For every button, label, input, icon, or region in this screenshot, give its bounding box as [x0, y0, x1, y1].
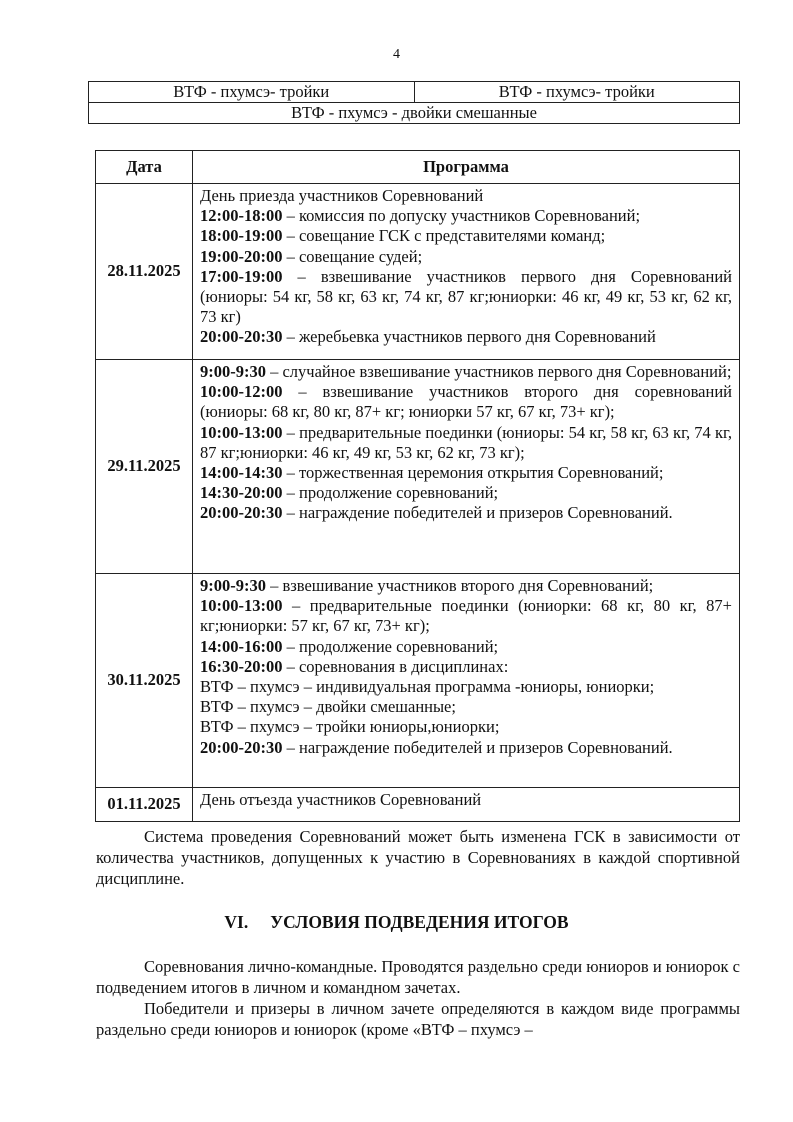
table-row	[89, 82, 740, 103]
program-item-time: 16:30-20:00	[200, 656, 283, 676]
date-cell: 29.11.2025	[96, 360, 193, 574]
program-item	[200, 226, 732, 246]
program-cell	[193, 574, 740, 788]
program-table	[95, 150, 740, 822]
program-item-time: 20:00-20:30	[200, 327, 283, 347]
date-cell: 01.11.2025	[96, 788, 193, 822]
program-item-time: 18:00-19:00	[200, 226, 283, 246]
program-item-text: ВТФ – пхумсэ – индивидуальная программа -юниоры, юниорки;	[200, 677, 655, 697]
program-item-text: День отъезда участников Соревнований	[200, 790, 482, 809]
program-item	[200, 677, 732, 697]
discipline-cell: ВТФ - пхумсэ- тройки	[89, 82, 415, 103]
program-item-time: 20:00-20:30	[200, 737, 283, 757]
table-header-row	[96, 151, 740, 184]
program-item	[200, 186, 732, 206]
program-item-time: 9:00-9:30	[200, 362, 266, 381]
program-item-time: 20:00-20:30	[200, 503, 283, 523]
program-table-body	[96, 184, 740, 822]
program-item-text: – жеребьевка участников первого дня Соревнований	[282, 327, 656, 347]
program-item-text: – предварительные поединки (юниоры: 54 кг, 58 кг, 63 кг, 74 кг, 87 кг;юниорки: 46 кг, 49 кг, 53 кг, 62 кг, 73 кг);	[200, 422, 732, 462]
date-cell: 30.11.2025	[96, 574, 193, 788]
program-item	[200, 576, 732, 596]
page-number: 4	[393, 47, 400, 62]
program-item-text: – соревнования в дисциплинах:	[282, 656, 509, 676]
program-item-text: – награждение победителей и призеров Соревнований.	[282, 737, 673, 757]
program-item-text: ВТФ – пхумсэ – тройки юниоры,юниорки;	[200, 717, 500, 737]
program-item	[200, 267, 732, 328]
program-item-text: – продолжение соревнований;	[282, 483, 499, 503]
program-item	[200, 790, 732, 810]
program-item-time: 14:00-16:00	[200, 636, 283, 656]
note-paragraph: Система проведения Соревнований может быть изменена ГСК в зависимости от количества участников, допущенных к участию в Соревнованиях в каждой спортивной дисциплине.	[96, 827, 740, 888]
section-number: VI.	[224, 912, 249, 932]
table-row	[96, 788, 740, 822]
section-paragraph: Победители и призеры в личном зачете определяются в каждом виде программы раздельно среди юниоров и юниорок (кроме «ВТФ – пхумсэ –	[96, 999, 740, 1039]
program-item	[200, 463, 732, 483]
program-item-time: 14:00-14:30	[200, 463, 283, 483]
program-cell	[193, 184, 740, 360]
program-item	[200, 206, 732, 226]
program-item-text: ВТФ – пхумсэ – двойки смешанные;	[200, 697, 456, 717]
program-item	[200, 423, 732, 463]
program-item	[200, 637, 732, 657]
program-item	[200, 596, 732, 636]
program-item-text: День приезда участников Соревнований	[200, 186, 484, 205]
disciplines-table	[88, 81, 740, 124]
program-item-time: 10:00-12:00	[200, 382, 283, 402]
program-item-text: – взвешивание участников второго дня Соревнований;	[265, 576, 654, 595]
table-row	[96, 574, 740, 788]
table-row	[96, 360, 740, 574]
program-item-text: – продолжение соревнований;	[282, 636, 499, 656]
program-item	[200, 247, 732, 267]
program-item-text: – взвешивание участников первого дня Соревнований (юниоры: 54 кг, 58 кг, 63 кг, 74 кг, 87 кг;юниорки: 46 кг, 49 кг, 53 кг, 62 кг, 73 кг)	[200, 266, 732, 327]
program-item-time: 12:00-18:00	[200, 206, 283, 226]
program-item-time: 19:00-20:00	[200, 246, 283, 266]
table-row	[89, 103, 740, 124]
program-item-text: – награждение победителей и призеров Соревнований.	[282, 503, 673, 523]
program-item-text: – комиссия по допуску участников Соревнований;	[282, 206, 641, 226]
program-cell	[193, 360, 740, 574]
program-item	[200, 483, 732, 503]
section-title-text: УСЛОВИЯ ПОДВЕДЕНИЯ ИТОГОВ	[270, 912, 569, 932]
program-item-text: – предварительные поединки (юниорки: 68 кг, 80 кг, 87+ кг;юниорки: 57 кг, 67 кг, 73+ кг);	[200, 596, 732, 636]
program-item-text: – торжественная церемония открытия Соревнований;	[282, 463, 664, 483]
section-paragraph: Соревнования лично-командные. Проводятся раздельно среди юниоров и юниорок с подведением итогов в личном и командном зачетах.	[96, 957, 741, 997]
program-item-time: 14:30-20:00	[200, 483, 283, 503]
program-column-header: Программа	[193, 151, 740, 184]
discipline-cell: ВТФ - пхумсэ - двойки смешанные	[89, 103, 740, 124]
program-item	[200, 382, 732, 422]
program-cell	[193, 788, 740, 822]
program-item	[200, 738, 732, 758]
date-cell: 28.11.2025	[96, 184, 193, 360]
program-item-time: 10:00-13:00	[200, 422, 283, 442]
section-title	[0, 912, 793, 933]
program-item	[200, 327, 732, 347]
program-item-text: – совещание ГСК с представителями команд;	[282, 226, 606, 246]
program-item	[200, 697, 732, 717]
program-item-text: – взвешивание участников второго дня соревнований (юниоры: 68 кг, 80 кг, 87+ кг; юниорки 57 кг, 67 кг, 73+ кг);	[200, 382, 732, 422]
program-item	[200, 717, 732, 737]
program-item-text: – случайное взвешивание участников первого дня Соревнований;	[265, 362, 732, 381]
program-item-text: – совещание судей;	[282, 246, 423, 266]
program-item	[200, 503, 732, 523]
program-item-time: 10:00-13:00	[200, 596, 283, 616]
discipline-cell: ВТФ - пхумсэ- тройки	[414, 82, 740, 103]
program-item-time: 17:00-19:00	[200, 266, 283, 286]
program-item-time: 9:00-9:30	[200, 576, 266, 595]
table-row	[96, 184, 740, 360]
date-column-header: Дата	[96, 151, 193, 184]
program-item	[200, 362, 732, 382]
program-item	[200, 657, 732, 677]
